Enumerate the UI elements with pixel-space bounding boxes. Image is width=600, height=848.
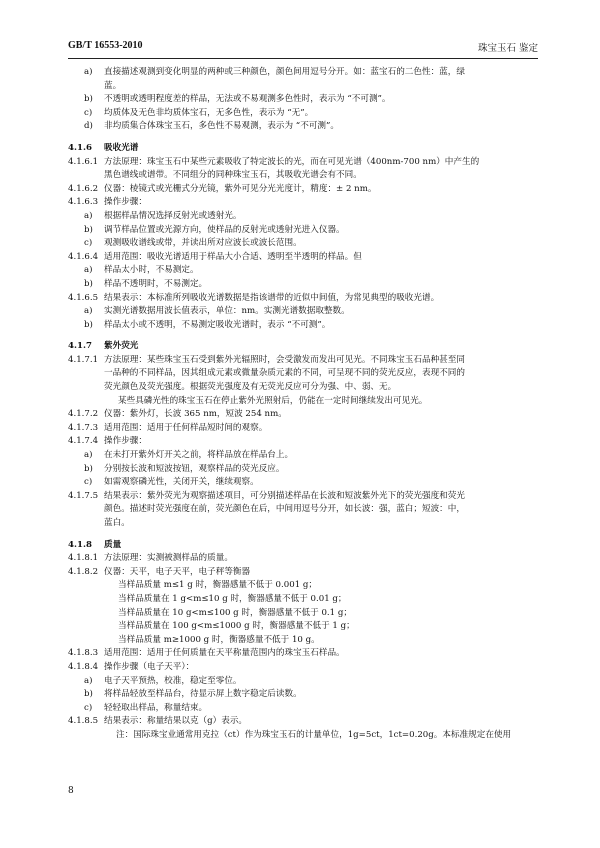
clause-number: 4.1.7.1	[68, 354, 99, 365]
indented-line	[68, 607, 538, 621]
indented-text: 当样品质量在 100 g<m≤1000 g 时，衡器感量不低于 1 g；	[118, 621, 355, 632]
list-item	[68, 675, 538, 689]
list-item	[68, 449, 538, 463]
clause	[68, 715, 538, 729]
indented-text: 当样品质量在 10 g<m≤100 g 时，衡器感量不低于 0.1 g；	[118, 607, 352, 618]
section-gap	[68, 332, 538, 340]
document-body	[68, 66, 538, 743]
section-number: 4.1.6	[68, 142, 92, 153]
continuation-line	[68, 517, 538, 531]
list-item	[68, 66, 538, 80]
indented-text: 当样品质量 m≥1000 g 时，衡器感量不低于 10 g。	[118, 634, 320, 645]
list-marker: c)	[84, 107, 93, 118]
section-heading	[68, 142, 538, 156]
clause-text: 适用范围：适用于任何质量在天平称量范围内的珠宝玉石样品。	[104, 648, 345, 659]
list-item-text: 样品太小时，不易测定。	[104, 265, 199, 276]
list-item	[68, 120, 538, 134]
list-item-text: 直接描述观测到变化明显的两种或三种颜色，颜色间用逗号分开。如：蓝宝石的二色性：蓝，绿	[104, 67, 465, 77]
indented-line	[68, 579, 538, 593]
continuation-text: 颜色。描述时荧光强度在前，荧光颜色在后，中间用逗号分开，如长波：强，蓝白；短波：中，	[104, 504, 465, 515]
clause-number: 4.1.6.5	[68, 292, 99, 303]
clause-text: 操作步骤：	[104, 436, 147, 447]
list-marker: b)	[84, 689, 93, 700]
clause-number: 4.1.7.2	[68, 409, 99, 420]
section-title: 质量	[104, 539, 122, 550]
clause-number: 4.1.6.1	[68, 156, 99, 167]
list-marker: b)	[84, 463, 93, 474]
list-marker: d)	[84, 121, 93, 132]
clause-number: 4.1.7.4	[68, 436, 99, 447]
clause	[68, 552, 538, 566]
clause	[68, 422, 538, 436]
list-item-text: 样品太小或不透明，不易测定吸收光谱时，表示 “不可测”。	[104, 319, 331, 330]
list-item	[68, 237, 538, 251]
list-item-text: 非均质集合体珠宝玉石，多色性不易观测，表示为 “不可测”。	[104, 121, 339, 132]
clause	[68, 490, 538, 504]
clause-text: 结果表示：称量结果以克（g）表示。	[104, 716, 248, 727]
list-item	[68, 107, 538, 121]
indented-line	[68, 620, 538, 634]
clause-text: 结果表示：紫外荧光为观察描述项目，可分别描述样品在长波和短波紫外光下的荧光强度和荧光	[104, 490, 465, 501]
clause-text: 仪器：紫外灯，长波 365 nm，短波 254 nm。	[104, 409, 287, 420]
list-item	[68, 224, 538, 238]
clause-number: 4.1.8.1	[68, 553, 99, 564]
indented-text: 当样品质量 m≤1 g 时，衡器感量不低于 0.001 g；	[118, 580, 317, 591]
list-item-text: 样品不透明时，不易测定。	[104, 278, 208, 289]
clause	[68, 183, 538, 197]
standard-number: GB/T 16553-2010	[68, 40, 143, 51]
list-marker: a)	[84, 675, 93, 686]
clause-text: 操作步骤（电子天平）：	[104, 661, 195, 672]
list-marker: a)	[84, 67, 93, 77]
continuation-text: 蓝白。	[104, 518, 130, 528]
indented-line	[68, 593, 538, 607]
list-marker: b)	[84, 319, 93, 330]
list-item-text: 调节样品位置或光源方向，使样品的反射光或透射光进入仪器。	[104, 224, 345, 235]
section-gap	[68, 134, 538, 142]
list-marker: c)	[84, 477, 93, 488]
list-item	[68, 93, 538, 107]
list-marker: a)	[84, 450, 93, 461]
list-marker: a)	[84, 265, 93, 276]
section-title: 紫外荧光	[104, 341, 139, 352]
page-number: 8	[68, 786, 74, 796]
clause	[68, 196, 538, 210]
indented-line	[68, 634, 538, 648]
clause	[68, 661, 538, 675]
clause-text: 操作步骤：	[104, 197, 147, 208]
list-item-text: 均质体及无色非均质体宝石，无多色性，表示为 “无”。	[104, 107, 314, 118]
continuation-text: 黑色谱线或谱带。不同组分的同种珠宝玉石，其吸收光谱会有不同。	[104, 170, 362, 181]
clause	[68, 251, 538, 265]
clause-number: 4.1.6.4	[68, 251, 99, 262]
list-marker: b)	[84, 94, 93, 105]
clause	[68, 408, 538, 422]
list-item	[68, 319, 538, 333]
list-item-text: 根据样品情况选择反射光或透射光。	[104, 210, 242, 221]
note-line	[68, 729, 538, 743]
clause-text: 适用范围：吸收光谱适用于样品大小合适、透明至半透明的样品。但	[104, 251, 362, 262]
list-marker: c)	[84, 238, 93, 249]
list-item	[68, 702, 538, 716]
list-item	[68, 264, 538, 278]
clause-text: 方法原理：珠宝玉石中某些元素吸收了特定波长的光，而在可见光谱（400nm-700 nm）中产生的	[104, 156, 480, 167]
header-rule	[68, 58, 538, 59]
section-number: 4.1.7	[68, 341, 92, 352]
page-header	[68, 40, 538, 56]
clause-text: 仪器：天平，电子天平，电子秤等衡器	[104, 566, 251, 577]
indented-text: 当样品质量在 1 g<m≤10 g 时，衡器感量不低于 0.01 g；	[118, 593, 347, 604]
list-item	[68, 476, 538, 490]
list-item	[68, 688, 538, 702]
continuation-text: 一品种的不同样品，因其组成元素或微量杂质元素的不同，可呈现不同的荧光反应，表现不同的	[104, 368, 465, 379]
list-item-text: 不透明或透明程度差的样品，无法或不易观测多色性时，表示为 “不可测”。	[104, 94, 391, 105]
clause	[68, 566, 538, 580]
clause	[68, 292, 538, 306]
list-item	[68, 210, 538, 224]
indented-text: 某些具磷光性的珠宝玉石在停止紫外光照射后，仍能在一定时间继续发出可见光。	[118, 395, 428, 406]
list-marker: b)	[84, 224, 93, 235]
clause-number: 4.1.8.5	[68, 716, 99, 727]
section-heading	[68, 539, 538, 553]
continuation-line	[68, 169, 538, 183]
section-gap	[68, 531, 538, 539]
clause-text: 仪器：棱镜式或光栅式分光镜，紫外可见分光光度计，精度：± 2 nm。	[104, 183, 377, 194]
list-item-text: 实测光谱数据用波长值表示，单位：nm。实测光谱数据取整数。	[104, 306, 350, 317]
section-heading	[68, 340, 538, 354]
list-item-text: 电子天平预热，校准，稳定至零位。	[104, 675, 242, 686]
list-item-text: 如需观察磷光性，关闭开关，继续观察。	[104, 477, 259, 488]
list-item-text: 轻轻取出样品，称量结束。	[104, 702, 208, 713]
list-item	[68, 305, 538, 319]
continuation-line	[68, 503, 538, 517]
clause	[68, 435, 538, 449]
clause-number: 4.1.8.4	[68, 661, 99, 672]
list-item	[68, 463, 538, 477]
note-text: 注：国际珠宝业通常用克拉（ct）作为珠宝玉石的计量单位，1g=5ct，1ct=0.20g。本标准规定在使用	[116, 729, 512, 740]
section-number: 4.1.8	[68, 539, 92, 550]
list-item-text: 观测吸收谱线或带，并读出所对应波长或波长范围。	[104, 238, 302, 249]
clause-text: 方法原理：实测被测样品的质量。	[104, 553, 233, 564]
list-item-text: 分别按长波和短波按钮，观察样品的荧光反应。	[104, 463, 285, 474]
clause-number: 4.1.6.3	[68, 197, 99, 208]
clause-text: 结果表示：本标准所列吸收光谱数据是指该谱带的近似中间值，为常见典型的吸收光谱。	[104, 292, 440, 303]
continuation-line	[68, 381, 538, 395]
clause	[68, 156, 538, 170]
list-marker: a)	[84, 306, 93, 317]
continuation-line	[68, 367, 538, 381]
clause-number: 4.1.6.2	[68, 183, 99, 194]
list-item	[68, 278, 538, 292]
list-marker: a)	[84, 210, 93, 221]
list-item-text: 将样品轻放至样品台，待显示屏上数字稳定后读数。	[104, 689, 302, 700]
standard-title: 珠宝玉石 鉴定	[477, 43, 538, 54]
clause-number: 4.1.8.3	[68, 648, 99, 659]
list-marker: c)	[84, 702, 93, 713]
continuation-line	[68, 80, 538, 94]
indented-line	[68, 395, 538, 409]
continuation-text: 荧光颜色及荧光强度。根据荧光强度及有无荧光反应可分为强、中、弱、无。	[104, 382, 397, 393]
clause-number: 4.1.7.3	[68, 422, 99, 433]
clause-text: 方法原理：某些珠宝玉石受到紫外光辐照时，会受激发而发出可见光。不同珠宝玉石品种甚至同	[104, 354, 465, 365]
list-item-text: 在未打开紫外灯开关之前，将样品放在样品台上。	[104, 450, 294, 461]
section-title: 吸收光谱	[104, 142, 139, 153]
clause	[68, 647, 538, 661]
continuation-text: 蓝。	[104, 80, 122, 91]
clause-text: 适用范围：适用于任何样品短时间的观察。	[104, 422, 268, 433]
clause-number: 4.1.7.5	[68, 490, 99, 501]
clause-number: 4.1.8.2	[68, 566, 99, 577]
list-marker: b)	[84, 278, 93, 289]
clause	[68, 354, 538, 368]
